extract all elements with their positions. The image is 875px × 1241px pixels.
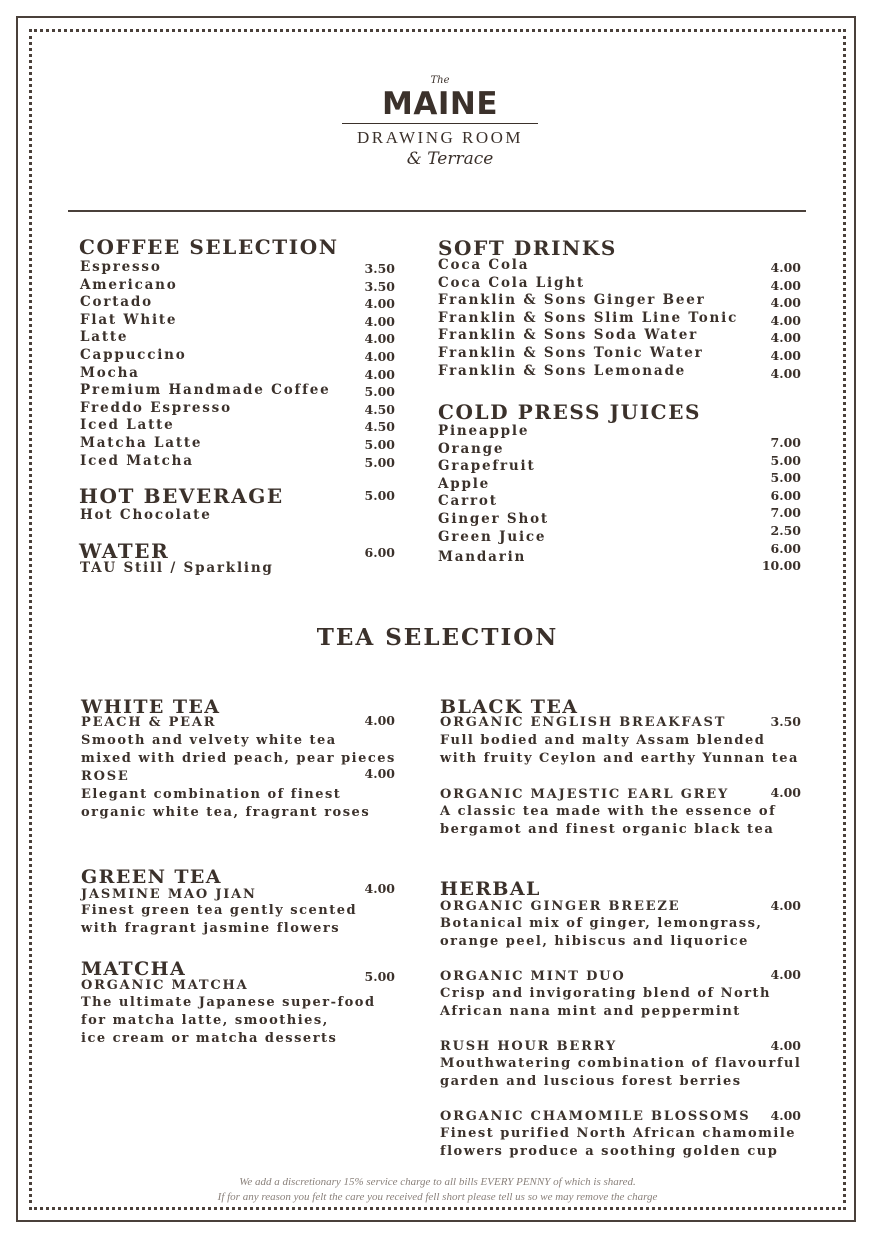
menu-price: 2.50: [770, 522, 801, 538]
tea-name-mint-duo: ORGANIC MINT DUO: [440, 969, 626, 984]
menu-item: Grapefruit: [438, 458, 536, 475]
menu-price: 5.00: [364, 436, 395, 452]
tea-desc-rush-hour-berry: [440, 1055, 801, 1091]
menu-item: Ginger Shot: [438, 510, 549, 527]
coffee-title: COFFEE SELECTION: [79, 235, 339, 259]
menu-price: 10.00: [761, 558, 801, 574]
footer-notice: [0, 1175, 875, 1205]
menu-item: Matcha Latte: [80, 434, 203, 451]
menu-price: 4.00: [770, 330, 801, 346]
menu-price: 4.00: [364, 348, 395, 364]
tea-desc-chamomile: [440, 1125, 796, 1161]
menu-price: 6.00: [770, 540, 801, 556]
tea-desc-rose: [81, 786, 370, 822]
menu-item: Apple: [438, 475, 491, 492]
tea-desc-line: ice cream or matcha desserts: [81, 1031, 338, 1046]
tea-price-peach-pear: 4.00: [364, 713, 395, 728]
menu-price: 7.00: [770, 505, 801, 521]
menu-item: Espresso: [80, 259, 162, 275]
tea-name-chamomile: ORGANIC CHAMOMILE BLOSSOMS: [440, 1109, 751, 1124]
water-price: 6.00: [364, 545, 395, 560]
tea-price-rush-hour-berry: 4.00: [770, 1038, 801, 1053]
water-item: TAU Still / Sparkling: [80, 560, 274, 576]
menu-item: Green Juice: [438, 528, 547, 545]
tea-desc-breakfast: [440, 732, 799, 768]
tea-desc-line: African nana mint and peppermint: [440, 1004, 741, 1019]
tea-desc-line: Crisp and invigorating blend of North: [440, 986, 772, 1001]
menu-price: 4.00: [364, 366, 395, 382]
tea-name-peach-pear: PEACH & PEAR: [81, 715, 217, 730]
menu-item: Franklin & Sons Soda Water: [438, 327, 699, 344]
menu-item: Iced Matcha: [80, 452, 194, 469]
menu-price: 4.00: [770, 277, 801, 293]
footer-line-1: We add a discretionary 15% service charge to all bills EVERY PENNY of which is shared.: [239, 1176, 636, 1188]
herbal-title: HERBAL: [440, 878, 541, 900]
tea-name-rush-hour-berry: RUSH HOUR BERRY: [440, 1039, 617, 1054]
menu-item: Freddo Espresso: [80, 399, 232, 416]
menu-item: Mocha: [80, 364, 140, 381]
tea-desc-line: with fruity Ceylon and earthy Yunnan tea: [440, 751, 799, 766]
coffee-prices: [350, 260, 395, 471]
menu-item: Franklin & Sons Ginger Beer: [438, 292, 706, 309]
tea-price-chamomile: 4.00: [770, 1108, 801, 1123]
tea-selection-title: TEA SELECTION: [316, 624, 559, 651]
menu-item: Flat White: [80, 311, 178, 328]
tea-desc-mint-duo: [440, 985, 771, 1021]
menu-price: 7.00: [770, 435, 801, 450]
water-title: WATER: [79, 539, 170, 563]
menu-price: 4.00: [770, 347, 801, 363]
logo-the: The: [430, 75, 450, 86]
tea-desc-line: Finest green tea gently scented: [81, 903, 358, 918]
soft-drinks-prices: [756, 259, 801, 382]
tea-price-jasmine: 4.00: [364, 881, 395, 896]
tea-name-earl-grey: ORGANIC MAJESTIC EARL GREY: [440, 787, 730, 802]
menu-price: 4.50: [364, 419, 395, 435]
logo-maine: MAINE: [382, 86, 498, 122]
tea-desc-matcha: [81, 994, 376, 1048]
tea-desc-line: Full bodied and malty Assam blended: [440, 733, 766, 748]
juices-items: [438, 423, 549, 567]
tea-desc-peach-pear: [81, 732, 396, 768]
tea-desc-line: Mouthwatering combination of flavourful: [440, 1056, 802, 1071]
tea-desc-line: Botanical mix of ginger, lemongrass,: [440, 916, 763, 931]
tea-name-breakfast: ORGANIC ENGLISH BREAKFAST: [440, 715, 727, 730]
menu-price: 5.00: [364, 384, 395, 400]
tea-price-mint-duo: 4.00: [770, 967, 801, 982]
menu-item: Premium Handmade Coffee: [80, 382, 331, 399]
tea-price-breakfast: 3.50: [770, 714, 801, 729]
menu-item: Franklin & Sons Lemonade: [438, 362, 687, 379]
tea-name-matcha: ORGANIC MATCHA: [81, 978, 249, 993]
tea-desc-line: Elegant combination of finest: [81, 787, 342, 802]
soft-drinks-title: SOFT DRINKS: [438, 236, 617, 260]
tea-desc-line: A classic tea made with the essence of: [440, 804, 777, 819]
menu-item: Cortado: [80, 294, 153, 311]
menu-price: 4.00: [770, 365, 801, 381]
green-tea-title: GREEN TEA: [81, 866, 222, 888]
tea-price-matcha: 5.00: [364, 969, 395, 984]
menu-item: Franklin & Sons Slim Line Tonic: [438, 309, 739, 326]
juices-title: COLD PRESS JUICES: [438, 400, 702, 424]
header-divider: [68, 210, 806, 212]
hot-beverage-item: Hot Chocolate: [80, 507, 212, 523]
tea-desc-line: organic white tea, fragrant roses: [81, 805, 371, 820]
tea-desc-line: garden and luscious forest berries: [440, 1074, 742, 1089]
menu-price: 3.50: [364, 261, 395, 276]
menu-item: Americano: [80, 276, 178, 293]
menu-price: 5.00: [770, 470, 801, 486]
tea-desc-line: bergamot and finest organic black tea: [440, 822, 775, 837]
logo-terrace: & Terrace: [406, 149, 494, 169]
tea-price-earl-grey: 4.00: [770, 785, 801, 800]
hot-beverage-price: 5.00: [364, 488, 395, 503]
menu-price: 5.00: [364, 454, 395, 470]
tea-desc-line: mixed with dried peach, pear pieces: [81, 751, 396, 766]
menu-item: Orange: [438, 440, 505, 457]
tea-name-rose: ROSE: [81, 769, 130, 784]
menu-price: 3.50: [364, 278, 395, 294]
coffee-items: [80, 259, 331, 470]
menu-price: 6.00: [770, 487, 801, 503]
menu-item: Latte: [80, 329, 129, 346]
menu-price: 5.00: [770, 452, 801, 468]
footer-line-2: If for any reason you felt the care you received fell short please tell us so we may remove the charge: [217, 1191, 658, 1203]
tea-price-ginger-breeze: 4.00: [770, 898, 801, 913]
tea-desc-line: Finest purified North African chamomile: [440, 1126, 797, 1141]
menu-price: 4.00: [770, 295, 801, 311]
tea-desc-line: for matcha latte, smoothies,: [81, 1013, 329, 1028]
tea-price-rose: 4.00: [364, 766, 395, 781]
menu-item: Iced Latte: [80, 417, 175, 434]
logo-rule: [342, 123, 538, 124]
tea-name-jasmine: JASMINE MAO JIAN: [81, 887, 257, 902]
menu-price: 4.00: [364, 313, 395, 329]
menu-price: 4.00: [364, 331, 395, 347]
menu-item: Franklin & Sons Tonic Water: [438, 344, 704, 361]
menu-item: Coca Cola: [438, 257, 530, 273]
hot-beverage-title: HOT BEVERAGE: [79, 484, 284, 508]
logo-drawing-room: DRAWING ROOM: [356, 128, 524, 147]
menu-item: Mandarin: [438, 549, 527, 566]
menu-price: 4.00: [770, 312, 801, 328]
white-tea-title: WHITE TEA: [81, 696, 221, 718]
menu-price: 4.00: [364, 296, 395, 312]
menu-item: Carrot: [438, 493, 498, 510]
soft-drinks-items: [438, 257, 738, 380]
tea-desc-line: with fragrant jasmine flowers: [81, 921, 341, 936]
menu-price: 4.00: [770, 260, 801, 275]
matcha-title: MATCHA: [81, 958, 187, 980]
menu-item: Pineapple: [438, 423, 530, 439]
menu-item: Coca Cola Light: [438, 274, 585, 291]
black-tea-title: BLACK TEA: [440, 696, 579, 718]
tea-desc-earl-grey: [440, 803, 776, 839]
tea-desc-line: orange peel, hibiscus and liquorice: [440, 934, 749, 949]
tea-desc-line: The ultimate Japanese super-food: [81, 995, 376, 1010]
tea-desc-line: flowers produce a soothing golden cup: [440, 1144, 779, 1159]
tea-name-ginger-breeze: ORGANIC GINGER BREEZE: [440, 899, 681, 914]
menu-item: Cappuccino: [80, 346, 187, 363]
logo: [330, 75, 550, 170]
tea-desc-ginger-breeze: [440, 915, 762, 951]
tea-desc-jasmine: [81, 902, 357, 938]
menu-price: 4.50: [364, 401, 395, 417]
juices-prices: [746, 434, 801, 575]
tea-desc-line: Smooth and velvety white tea: [81, 733, 337, 748]
